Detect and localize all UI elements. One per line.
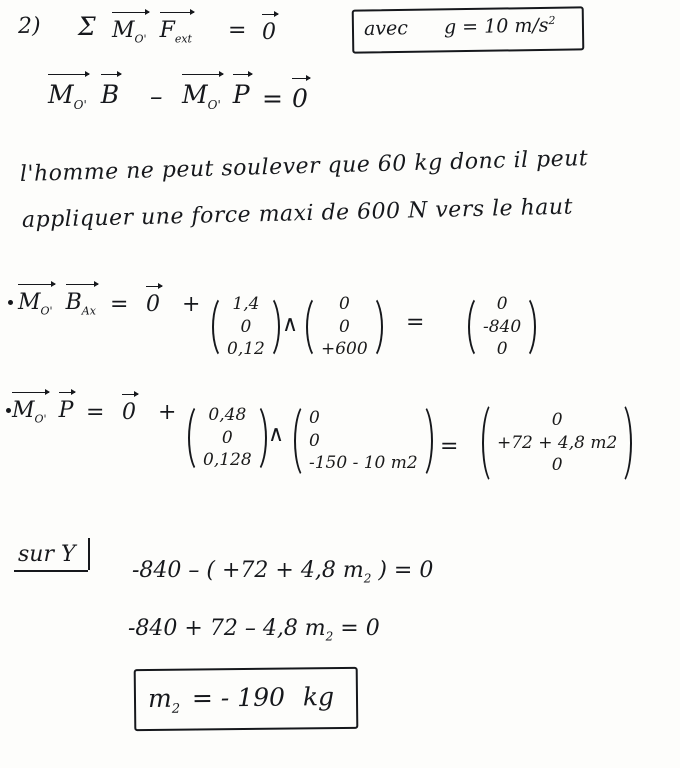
paren-left-3 [466,294,479,360]
eq-b-vector-2 [304,294,385,360]
vec-component: 0 [338,293,350,314]
b-vector: B [100,80,120,109]
p-vector-2: P [58,398,74,423]
vec-component: 0 [496,339,508,360]
paren-right-2 [372,294,385,360]
equals-sign-2: = [262,84,283,113]
paren-right-1 [269,294,282,360]
moment-b-term [48,78,119,112]
moment-p-term [182,78,250,112]
vec-component: -150 - 10 m2 [309,453,418,474]
projection-step-2: -840 + 72 – 4,8 $m_2 = 0$ [128,616,380,644]
vec-component: 1,4 [232,293,260,314]
paren-right-5 [422,402,435,480]
moment-ext-term [112,16,192,45]
vec-component: +72 + 4,8 m2 [497,432,618,453]
moment-vector-3: $M_{O'}$ [182,80,221,112]
zero-vector-2 [292,82,308,113]
paren-left-6 [480,400,493,486]
eq-b-label [18,288,96,317]
zero-vec-glyph-1: 0 [262,20,276,45]
item-number: 2) [17,13,41,39]
paren-left-1 [210,294,223,360]
eq-b-result [466,294,538,360]
bullet-eq-b [8,300,13,305]
eq-p-vector-1 [186,402,269,474]
zero-vec-glyph-2: 0 [292,84,308,113]
eq-b-vector-1 [210,294,282,360]
note-formula: g = 10 $m/s^2$ [443,14,556,39]
paren-left-2 [304,294,317,360]
bullet-eq-p [6,408,11,413]
force-vector-1: $F_{ext}$ [159,18,192,46]
paren-right-4 [256,402,269,474]
vec-component: 0,12 [227,339,265,360]
vec-component: 0,48 [208,404,247,425]
eq-b-equals-2: = [406,310,425,335]
projection-label-underline [14,570,88,572]
eq-b-equals-1: = [110,292,129,317]
moment-vector-4: $M_{O'}$ [18,290,53,318]
eq-p-result [480,400,634,486]
vec-component: 0 [221,427,233,448]
sum-symbol: Σ [78,12,96,41]
vec-component: 0 [551,409,563,430]
vec-component: -840 [483,316,522,337]
vec-component: 0 [240,316,252,337]
moment-vector-1: $M_{O'}$ [112,18,147,46]
paren-right-6 [621,400,634,486]
moment-vector-5: $M_{O'}$ [12,398,47,426]
b-ax-vector: $B_{Ax}$ [65,290,96,318]
eq-p-label [12,396,73,425]
eq-b-zero [146,290,160,317]
p-vector: P [232,80,250,109]
zero-vec-glyph-4: 0 [122,400,136,425]
vec-component: 0 [551,455,563,476]
eq-p-cross-product: ∧ [268,422,285,447]
vec-component: 0 [309,407,320,428]
equals-sign-1: = [228,18,247,43]
vec-component: 0 [496,293,508,314]
eq-p-equals-1: = [86,400,105,425]
note-avec-label: avec [363,17,409,40]
vec-component: +600 [321,339,368,360]
paren-left-5 [292,402,305,480]
eq-p-zero [122,398,136,425]
vec-component: 0 [309,430,320,451]
eq-b-cross-product: ∧ [282,312,299,337]
zero-vector-1 [262,18,276,45]
projection-label: sur Y [18,542,76,567]
eq-b-plus: + [182,292,201,317]
minus-sign-1: – [150,82,163,111]
paren-right-3 [525,294,538,360]
explanation-line-2: appliquer une force maxi de 600 N vers le haut [21,194,574,233]
zero-vec-glyph-3: 0 [146,292,160,317]
vec-component: 0,128 [203,450,252,471]
eq-p-plus: + [158,400,177,425]
projection-step-1: -840 – ( +72 + 4,8 $m_2$ ) = 0 [132,558,434,586]
moment-vector-2: $M_{O'}$ [48,80,87,112]
eq-p-equals-2: = [440,434,459,459]
paren-left-4 [186,402,199,474]
eq-p-vector-2 [292,402,435,480]
vec-component: 0 [338,316,350,337]
explanation-line-1: l'homme ne peut soulever que 60 kg donc il peut [19,146,589,187]
final-answer: $m_2$ = - 190 kg [147,682,335,717]
projection-label-bar [88,538,90,570]
